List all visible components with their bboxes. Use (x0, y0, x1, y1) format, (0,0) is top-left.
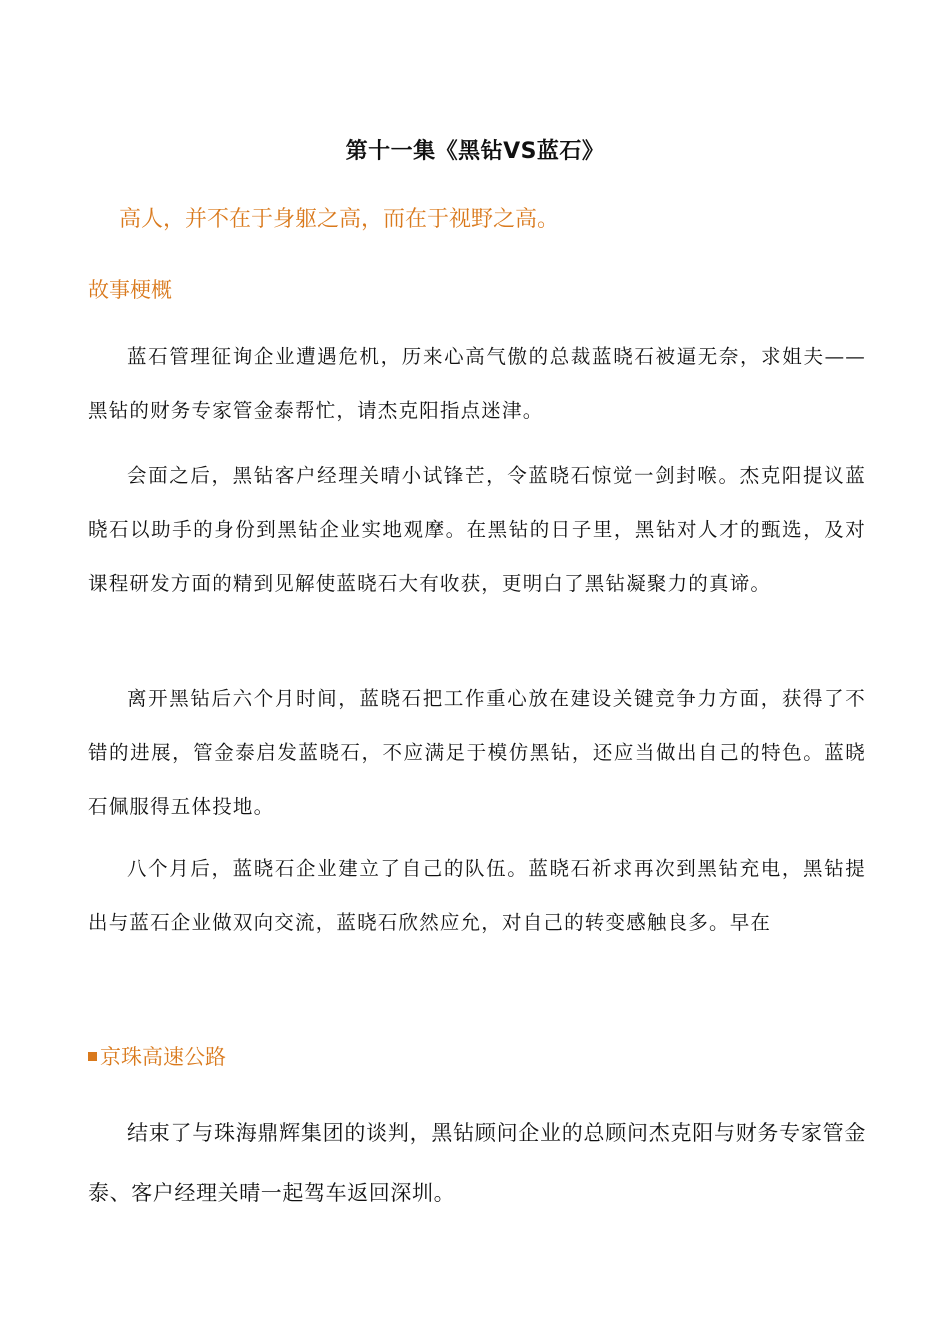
summary-paragraph-3: 离开黑钻后六个月时间，蓝晓石把工作重心放在建设关键竞争力方面，获得了不错的进展，管金泰启发蓝晓石，不应满足于模仿黑钻，还应当做出自己的特色。蓝晓石佩服得五体投地。 (88, 687, 866, 818)
summary-paragraph-1: 蓝石管理征询企业遭遇危机，历来心高气傲的总裁蓝晓石被逼无奈，求姐夫——黑钻的财务专家管金泰帮忙，请杰克阳指点迷津。 (88, 345, 866, 422)
motto-line: 高人，并不在于身躯之高，而在于视野之高。 (119, 207, 560, 232)
square-bullet-icon (88, 1052, 97, 1061)
summary-paragraph-2: 会面之后，黑钻客户经理关晴小试锋芒，令蓝晓石惊觉一剑封喉。杰克阳提议蓝晓石以助手的身份到黑钻企业实地观摩。在黑钻的日子里，黑钻对人才的甄选，及对课程研发方面的精到见解使蓝晓石大有收获，更明白了黑钻凝聚力的真谛。 (88, 464, 866, 595)
section-heading-road-label: 京珠高速公路 (100, 1045, 226, 1069)
document-title: 第十一集《黑钻VS蓝石》 (345, 139, 605, 164)
section-heading-summary: 故事梗概 (88, 278, 172, 302)
road-paragraph-1: 结束了与珠海鼎辉集团的谈判，黑钻顾问企业的总顾问杰克阳与财务专家管金泰、客户经理关晴一起驾车返回深圳。 (88, 1121, 866, 1205)
summary-paragraph-4: 八个月后，蓝晓石企业建立了自己的队伍。蓝晓石祈求再次到黑钻充电，黑钻提出与蓝石企业做双向交流，蓝晓石欣然应允，对自己的转变感触良多。早在 (88, 857, 866, 934)
section-heading-road (88, 1041, 226, 1071)
